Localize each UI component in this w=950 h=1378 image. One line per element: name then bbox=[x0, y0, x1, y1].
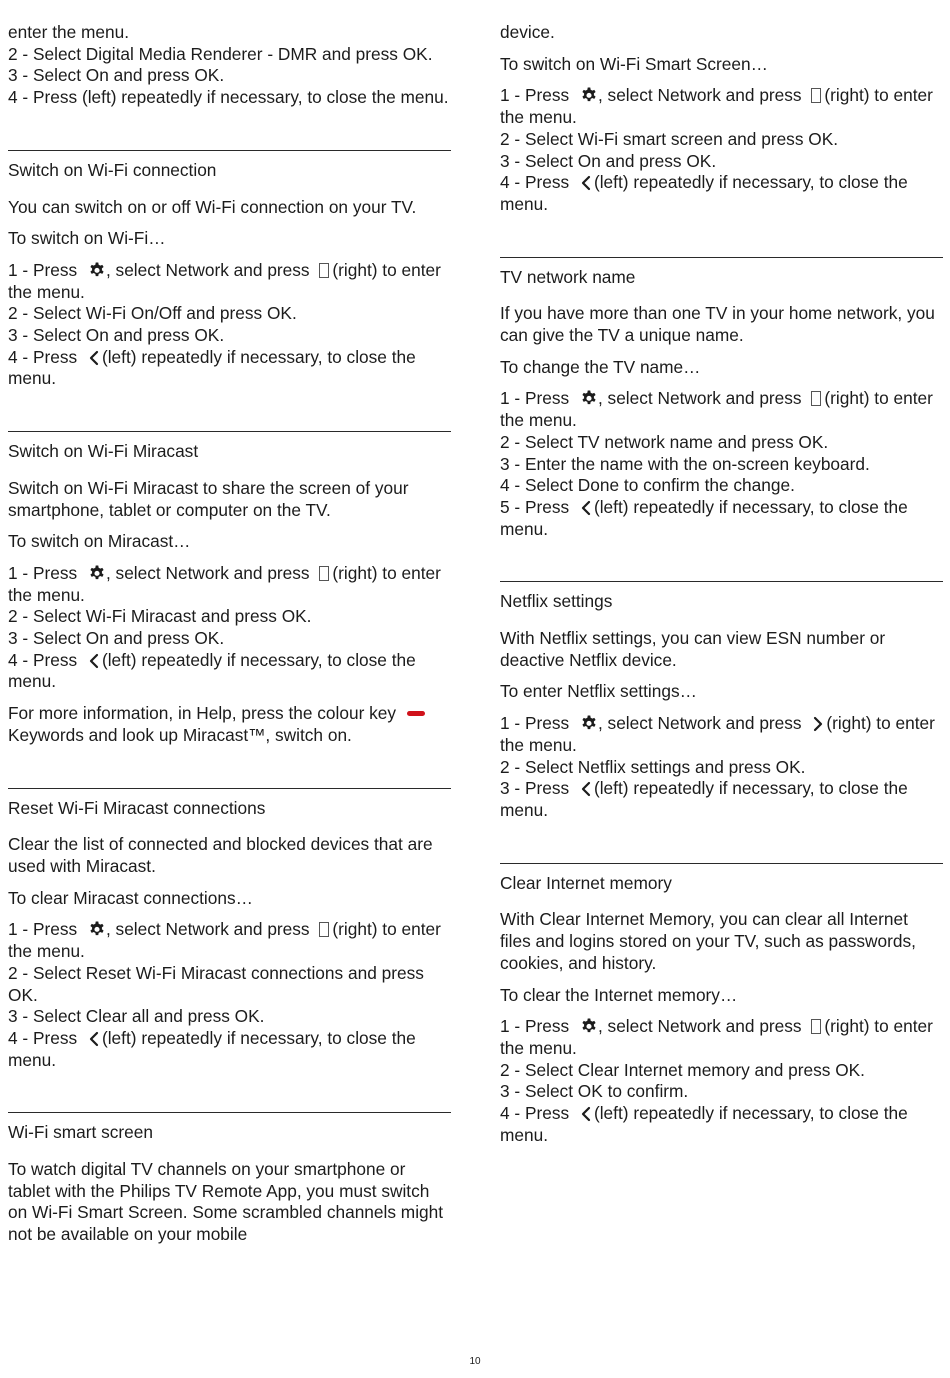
step-2: 2 - Select Clear Internet memory and press OK. bbox=[500, 1059, 865, 1080]
section-netflix-settings bbox=[500, 581, 943, 821]
step-text: (left) repeatedly if necessary, to close the menu. bbox=[8, 346, 416, 389]
right-column bbox=[500, 22, 943, 1146]
step-text: (right) to enter the menu. bbox=[8, 562, 441, 605]
chevron-left-icon bbox=[88, 653, 100, 669]
step-3: 3 - Select On and press OK. bbox=[8, 628, 225, 649]
section-tv-network-name bbox=[500, 257, 943, 541]
step-1 bbox=[500, 713, 943, 756]
step-text: (right) to enter the menu. bbox=[8, 919, 441, 962]
step-1 bbox=[500, 388, 943, 431]
step-text: (left) repeatedly if necessary, to close the menu. bbox=[8, 649, 416, 692]
more-info-text: Keywords and look up Miracast™, switch on. bbox=[8, 724, 352, 745]
step-2: 2 - Select Wi-Fi Miracast and press OK. bbox=[8, 606, 312, 627]
step-text: 4 - Press bbox=[500, 172, 574, 193]
section-wifi-smart-screen bbox=[8, 1112, 451, 1246]
section-title: Netflix settings bbox=[500, 591, 613, 612]
section-lead: To clear the Internet memory… bbox=[500, 984, 738, 1005]
step-4 bbox=[500, 172, 943, 215]
chevron-left-icon bbox=[580, 1106, 592, 1122]
smart-screen-continued bbox=[500, 22, 943, 216]
step-text: (right) to enter the menu. bbox=[8, 259, 441, 302]
section-description: Switch on Wi-Fi Miracast to share the screen of your smartphone, tablet or computer on the TV. bbox=[8, 477, 409, 520]
gear-icon bbox=[580, 389, 598, 407]
section-wifi-miracast bbox=[8, 431, 451, 746]
step-text: 4 - Press bbox=[8, 346, 82, 367]
step-3: 3 - Enter the name with the on-screen keyboard. bbox=[500, 453, 870, 474]
step-text: (right) to enter the menu. bbox=[500, 1016, 933, 1058]
chevron-left-icon bbox=[88, 1031, 100, 1047]
page-number: 10 bbox=[469, 1356, 481, 1367]
dmr-steps-continued bbox=[8, 22, 451, 109]
step-text: , select Network and press bbox=[597, 388, 807, 409]
step-text: , select Network and press bbox=[105, 919, 315, 940]
missing-glyph-box-icon bbox=[811, 391, 821, 406]
step-text: 5 - Press bbox=[500, 496, 574, 517]
step-2: 2 - Select TV network name and press OK. bbox=[500, 431, 829, 452]
left-column bbox=[8, 22, 451, 1246]
step-text: 1 - Press bbox=[8, 259, 82, 280]
step-text: (right) to enter the menu. bbox=[500, 713, 935, 755]
missing-glyph-box-icon bbox=[811, 1019, 821, 1034]
missing-glyph-box-icon bbox=[319, 566, 329, 581]
step-text: 2 - Select Digital Media Renderer - DMR and press OK. bbox=[8, 43, 433, 64]
red-colour-key-icon bbox=[407, 711, 425, 716]
step-3 bbox=[500, 778, 943, 821]
step-text: , select Network and press bbox=[597, 85, 807, 106]
step-2: 2 - Select Wi-Fi smart screen and press OK. bbox=[500, 128, 839, 149]
section-title: Reset Wi-Fi Miracast connections bbox=[8, 797, 266, 818]
missing-glyph-box-icon bbox=[319, 263, 329, 278]
section-title: Switch on Wi-Fi connection bbox=[8, 159, 217, 180]
step-1 bbox=[500, 1016, 943, 1059]
section-wifi-connection bbox=[8, 150, 451, 390]
step-text: 3 - Press bbox=[500, 778, 574, 799]
step-4 bbox=[500, 1103, 943, 1146]
section-title: TV network name bbox=[500, 266, 636, 287]
step-5 bbox=[500, 497, 943, 540]
step-2: 2 - Select Netflix settings and press OK. bbox=[500, 756, 806, 777]
section-lead: To enter Netflix settings… bbox=[500, 681, 697, 702]
gear-icon bbox=[88, 564, 106, 582]
more-info bbox=[8, 703, 451, 746]
step-text: (left) repeatedly if necessary, to close the menu. bbox=[500, 496, 908, 539]
step-4 bbox=[8, 1028, 451, 1071]
chevron-left-icon bbox=[580, 175, 592, 191]
more-info-text: For more information, in Help, press the colour key bbox=[8, 703, 401, 724]
section-description: You can switch on or off Wi-Fi connection on your TV. bbox=[8, 196, 417, 217]
step-text: 1 - Press bbox=[500, 85, 574, 106]
step-4 bbox=[8, 650, 451, 693]
step-text: (left) repeatedly if necessary, to close the menu. bbox=[500, 778, 908, 820]
section-lead: To switch on Miracast… bbox=[8, 531, 191, 552]
missing-glyph-box-icon bbox=[811, 88, 821, 103]
chevron-left-icon bbox=[580, 781, 592, 797]
step-text: 1 - Press bbox=[500, 1016, 574, 1037]
section-description-end: device. bbox=[500, 22, 555, 42]
step-text: , select Network and press bbox=[105, 259, 315, 280]
step-2: 2 - Select Reset Wi-Fi Miracast connections and press OK. bbox=[8, 962, 424, 1005]
step-4 bbox=[8, 347, 451, 390]
chevron-left-icon bbox=[580, 500, 592, 516]
step-2: 2 - Select Wi-Fi On/Off and press OK. bbox=[8, 303, 297, 324]
section-clear-internet-memory bbox=[500, 863, 943, 1147]
step-text: (left) repeatedly if necessary, to close the menu. bbox=[500, 1103, 908, 1145]
step-text: 4 - Press bbox=[500, 1103, 574, 1124]
step-text: 4 - Press bbox=[8, 1027, 82, 1048]
section-lead: To clear Miracast connections… bbox=[8, 887, 253, 908]
section-description: To watch digital TV channels on your smartphone or tablet with the Philips TV Remote App, you must switch on Wi-Fi Smart Screen. Some scrambled channels might not be available on your mobile bbox=[8, 1159, 444, 1245]
step-3: 3 - Select On and press OK. bbox=[8, 325, 225, 346]
section-reset-miracast bbox=[8, 788, 451, 1072]
section-title: Wi-Fi smart screen bbox=[8, 1122, 153, 1143]
step-text: , select Network and press bbox=[597, 713, 807, 734]
section-description: With Clear Internet Memory, you can clear all Internet files and logins stored on your TV, such as passwords, cookies, and history. bbox=[500, 909, 916, 973]
section-title: Switch on Wi-Fi Miracast bbox=[8, 441, 199, 462]
section-description: If you have more than one TV in your home network, you can give the TV a unique name. bbox=[500, 303, 935, 346]
step-text: (left) repeatedly if necessary, to close the menu. bbox=[500, 172, 908, 214]
section-title: Clear Internet memory bbox=[500, 872, 672, 893]
gear-icon bbox=[580, 1017, 598, 1035]
step-text: (right) to enter the menu. bbox=[500, 85, 933, 128]
step-text: , select Network and press bbox=[597, 1016, 807, 1037]
chevron-left-icon bbox=[88, 350, 100, 366]
step-3: 3 - Select On and press OK. bbox=[500, 150, 717, 171]
step-text: 4 - Press bbox=[8, 649, 82, 670]
chevron-right-icon bbox=[812, 716, 824, 732]
step-3: 3 - Select Clear all and press OK. bbox=[8, 1006, 265, 1027]
step-text: 1 - Press bbox=[8, 919, 82, 940]
step-text: (left) repeatedly if necessary, to close the menu. bbox=[8, 1027, 416, 1070]
gear-icon bbox=[88, 920, 106, 938]
gear-icon bbox=[580, 714, 598, 732]
section-description: With Netflix settings, you can view ESN number or deactive Netflix device. bbox=[500, 628, 886, 670]
step-text: 1 - Press bbox=[8, 562, 82, 583]
step-1 bbox=[8, 919, 451, 962]
section-description: Clear the list of connected and blocked devices that are used with Miracast. bbox=[8, 834, 433, 876]
step-text: (right) to enter the menu. bbox=[500, 388, 933, 431]
gear-icon bbox=[580, 86, 598, 104]
gear-icon bbox=[88, 261, 106, 279]
section-lead: To change the TV name… bbox=[500, 356, 701, 377]
step-text bbox=[8, 87, 451, 109]
missing-glyph-box-icon bbox=[319, 922, 329, 937]
section-lead: To switch on Wi-Fi Smart Screen… bbox=[500, 53, 768, 74]
step-label: 4 - Press (left) repeatedly if necessary, to close the menu. bbox=[8, 87, 449, 108]
step-text: , select Network and press bbox=[105, 562, 315, 583]
section-lead: To switch on Wi-Fi… bbox=[8, 228, 166, 249]
step-text: enter the menu. bbox=[8, 22, 130, 42]
step-3: 3 - Select OK to confirm. bbox=[500, 1081, 689, 1102]
step-1 bbox=[8, 563, 451, 606]
step-1 bbox=[8, 260, 451, 303]
step-text: 3 - Select On and press OK. bbox=[8, 65, 225, 86]
step-1 bbox=[500, 85, 943, 128]
step-text: 1 - Press bbox=[500, 388, 574, 409]
step-text: 1 - Press bbox=[500, 713, 574, 734]
step-4: 4 - Select Done to confirm the change. bbox=[500, 475, 795, 496]
